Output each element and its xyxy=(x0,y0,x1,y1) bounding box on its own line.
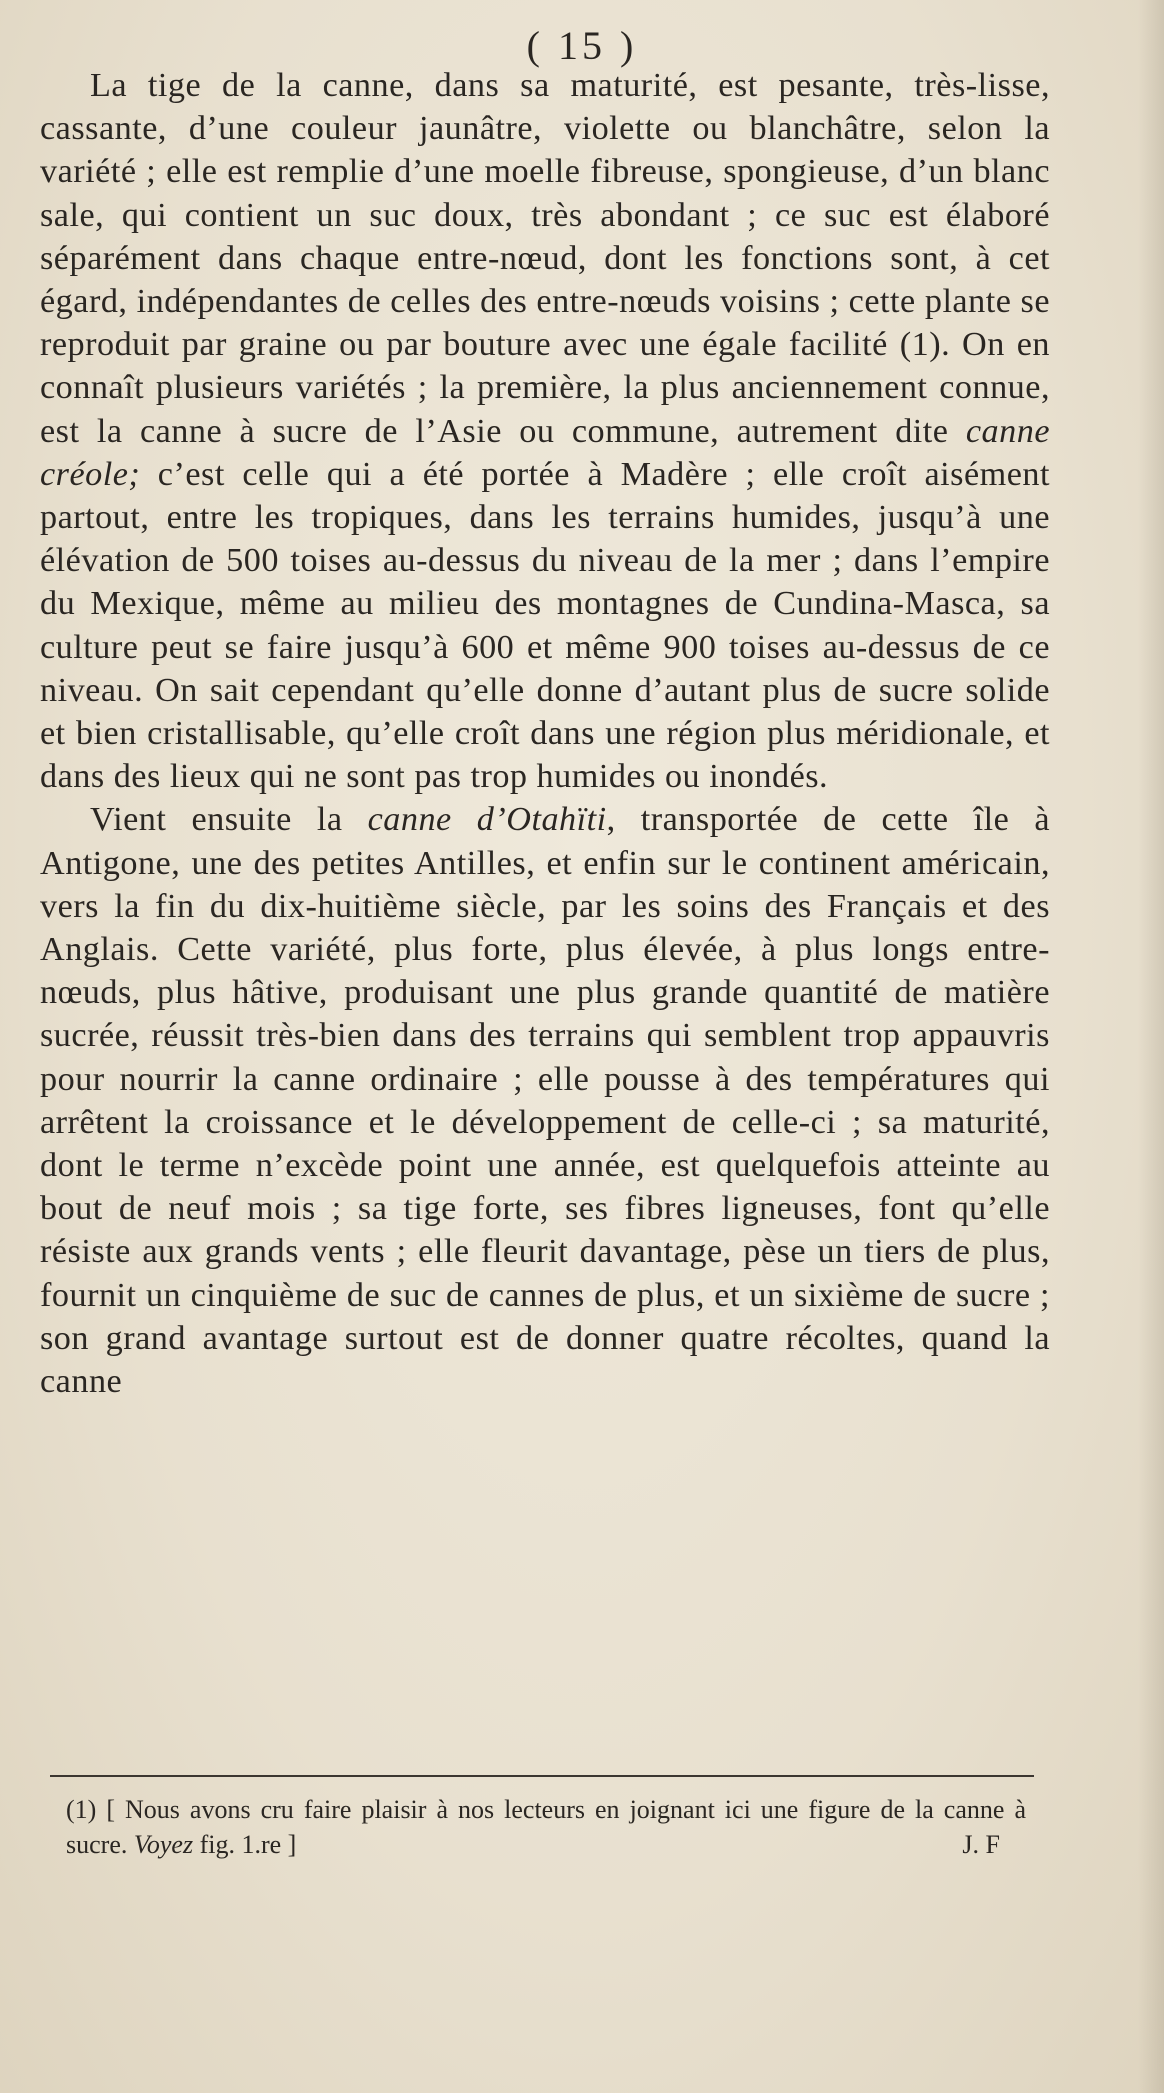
paragraph-2-italic: canne d’Otahïti xyxy=(367,801,607,839)
paragraph-2-text-b: , transportée de cette île à Antigone, une des petites Antilles, et enfin sur le continent américain, vers la fin du dix-huitième siècle, par les soins des Français et des Anglais. Cette variété, plus forte, plus élevée, à plus longs entre-nœuds, plus hâtive, produisant une plus grande quantité de matière sucrée, réussit très-bien dans des terrains qui semblent trop appauvris pour nourrir la canne ordinaire ; elle pousse à des températures qui arrêtent la croissance et le développement de celle-ci ; sa maturité, dont le terme n’excède point une année, est quelquefois atteinte au bout de neuf mois ; sa tige forte, ses fibres ligneuses, font qu’elle résiste aux grands vents ; elle fleurit davantage, pèse un tiers de plus, fournit un cinquième de suc de cannes de plus, et un sixième de sucre ; son grand avantage surtout est de donner quatre récoltes, quand la canne xyxy=(40,801,1050,1401)
body-text xyxy=(40,64,1050,1403)
paragraph-1 xyxy=(40,64,1050,798)
footnote-signature: J. F xyxy=(962,1830,1000,1859)
page-number: ( 15 ) xyxy=(526,23,638,68)
page-edge-shadow xyxy=(1138,0,1164,2093)
footnote-italic: Voyez xyxy=(133,1830,194,1859)
footnote-text-a: (1) [ Nous avons cru faire plaisir à nos lecteurs en joignant ici une figure de la canne à sucre. xyxy=(66,1795,1026,1859)
footnote xyxy=(66,1792,1026,1862)
paragraph-1-text-b: c’est celle qui a été portée à Madère ; elle croît aisément partout, entre les tropiques, dans les terrains humides, jusqu’à une élévation de 500 toises au-dessus du niveau de la mer ; dans l’empire du Mexique, même au milieu des montagnes de Cundina-Masca, sa culture peut se faire jusqu’à 600 et même 900 toises au-dessus de ce niveau. On sait cependant qu’elle donne d’autant plus de sucre solide et bien cristallisable, qu’elle croît dans une région plus méridionale, et dans des lieux qui ne sont pas trop humides ou inondés. xyxy=(40,455,1050,796)
footnote-rule xyxy=(50,1775,1034,1777)
paragraph-2 xyxy=(40,798,1050,1403)
paragraph-1-italic: canne créole; xyxy=(40,412,1050,493)
paragraph-2-text-a: Vient ensuite la xyxy=(90,801,368,839)
footnote-text-b: fig. 1.re ] xyxy=(193,1830,297,1859)
paragraph-1-text-a: La tige de la canne, dans sa maturité, est pesante, très-lisse, cassante, d’une couleur jaunâtre, violette ou blanchâtre, selon la variété ; elle est remplie d’une moelle fibreuse, spongieuse, d’un blanc sale, qui contient un suc doux, très abondant ; ce suc est élaboré séparément dans chaque entre-nœud, dont les fonctions sont, à cet égard, indépendantes de celles des entre-nœuds voisins ; cette plante se reproduit par graine ou par bouture avec une égale facilité (1). On en connaît plusieurs variétés ; la première, la plus anciennement connue, est la canne à sucre de l’Asie ou commune, autrement dite xyxy=(40,67,1050,450)
